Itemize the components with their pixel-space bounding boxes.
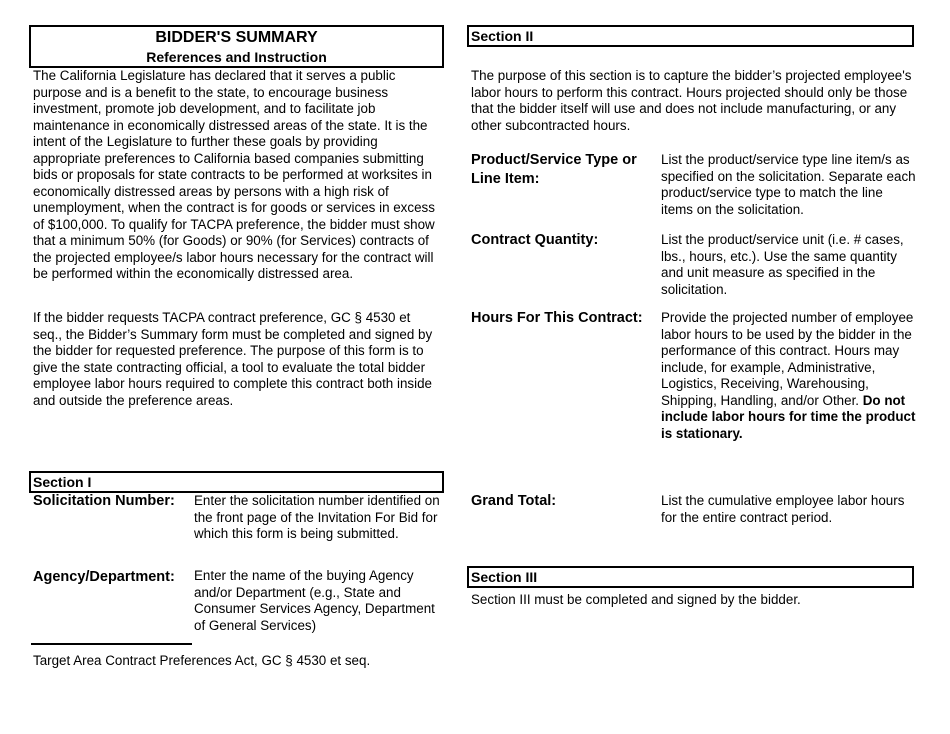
title-box [29, 25, 444, 68]
agency-department-label: Agency/Department: [33, 569, 175, 585]
agency-department-text: Enter the name of the buying Agency and/or Department (e.g., State and Consumer Services Agency, Department of General Services) [194, 568, 435, 633]
product-service-label: Product/Service Type or Line Item: [471, 152, 637, 187]
hours-for-contract-body: Provide the projected number of employee labor hours to be used by the bidder in the performance of this contract. Hours may include, for example, Administrative, Logistics, Receiving, Warehousing, Shipping, Handling, and/or Other. [661, 310, 914, 408]
contract-quantity-text: List the product/service unit (i.e. # cases, lbs., hours, etc.). Use the same quantity and unit measure as specified in the solicitation. [661, 232, 904, 297]
hours-for-contract-label: Hours For This Contract: [471, 310, 643, 326]
grand-total-text: List the cumulative employee labor hours for the entire contract period. [661, 493, 905, 525]
section-2-intro: The purpose of this section is to capture the bidder’s projected employee's labor hours to perform this contract. Hours projected should only be those that the bidder itself will use and does not include manufacturing, or any other subcontracted hours. [471, 68, 912, 133]
footnote: Target Area Contract Preferences Act, GC § 4530 et seq. [33, 653, 371, 668]
section-3-heading: Section III [467, 566, 914, 588]
intro-paragraph-2: If the bidder requests TACPA contract preference, GC § 4530 et seq., the Bidder’s Summary form must be completed and signed by the bidder for requested preference. The purpose of this form is to give the state contracting official, a tool to evaluate the total bidder employee labor hours required to complete this contract both inside and outside the preference areas. [33, 310, 433, 408]
hours-for-contract-text [661, 310, 916, 442]
footnote-divider [31, 643, 192, 645]
contract-quantity-label: Contract Quantity: [471, 232, 599, 248]
section-1-heading: Section I [29, 471, 444, 493]
solicitation-number-text: Enter the solicitation number identified on the front page of the Invitation For Bid for which this form is being submitted. [194, 493, 440, 541]
product-service-text: List the product/service type line item/s as specified on the solicitation. Separate each product/service type to match the line items on the solicitation. [661, 152, 916, 217]
page-subtitle: References and Instruction [146, 49, 327, 65]
grand-total-label: Grand Total: [471, 493, 557, 509]
intro-paragraph-1: The California Legislature has declared that it serves a public purpose and is a benefit to the state, to encourage business investment, promote job development, and to facilitate job maintenance in economically distressed areas of the state. It is the intent of the Legislature to further these goals by providing appropriate preferences to California based companies submitting bids or proposals for state contracts to be performed at worksites in economically distressed areas by persons with a high risk of unemployment, when the contract is for goods or services in excess of $100,000. To qualify for TACPA preference, the bidder must show that a minimum 50% (for Goods) or 90% (for Services) contracts of the projected employee/s labor hours necessary for the contract will be performed within the economically distressed area. [33, 68, 435, 281]
solicitation-number-label: Solicitation Number: [33, 493, 175, 509]
page-title: BIDDER'S SUMMARY [155, 29, 318, 46]
section-3-text: Section III must be completed and signed by the bidder. [471, 592, 801, 607]
hours-for-contract-bold-note: Do not include labor hours for time the product is stationary. [661, 392, 916, 441]
section-2-heading: Section II [467, 25, 914, 47]
